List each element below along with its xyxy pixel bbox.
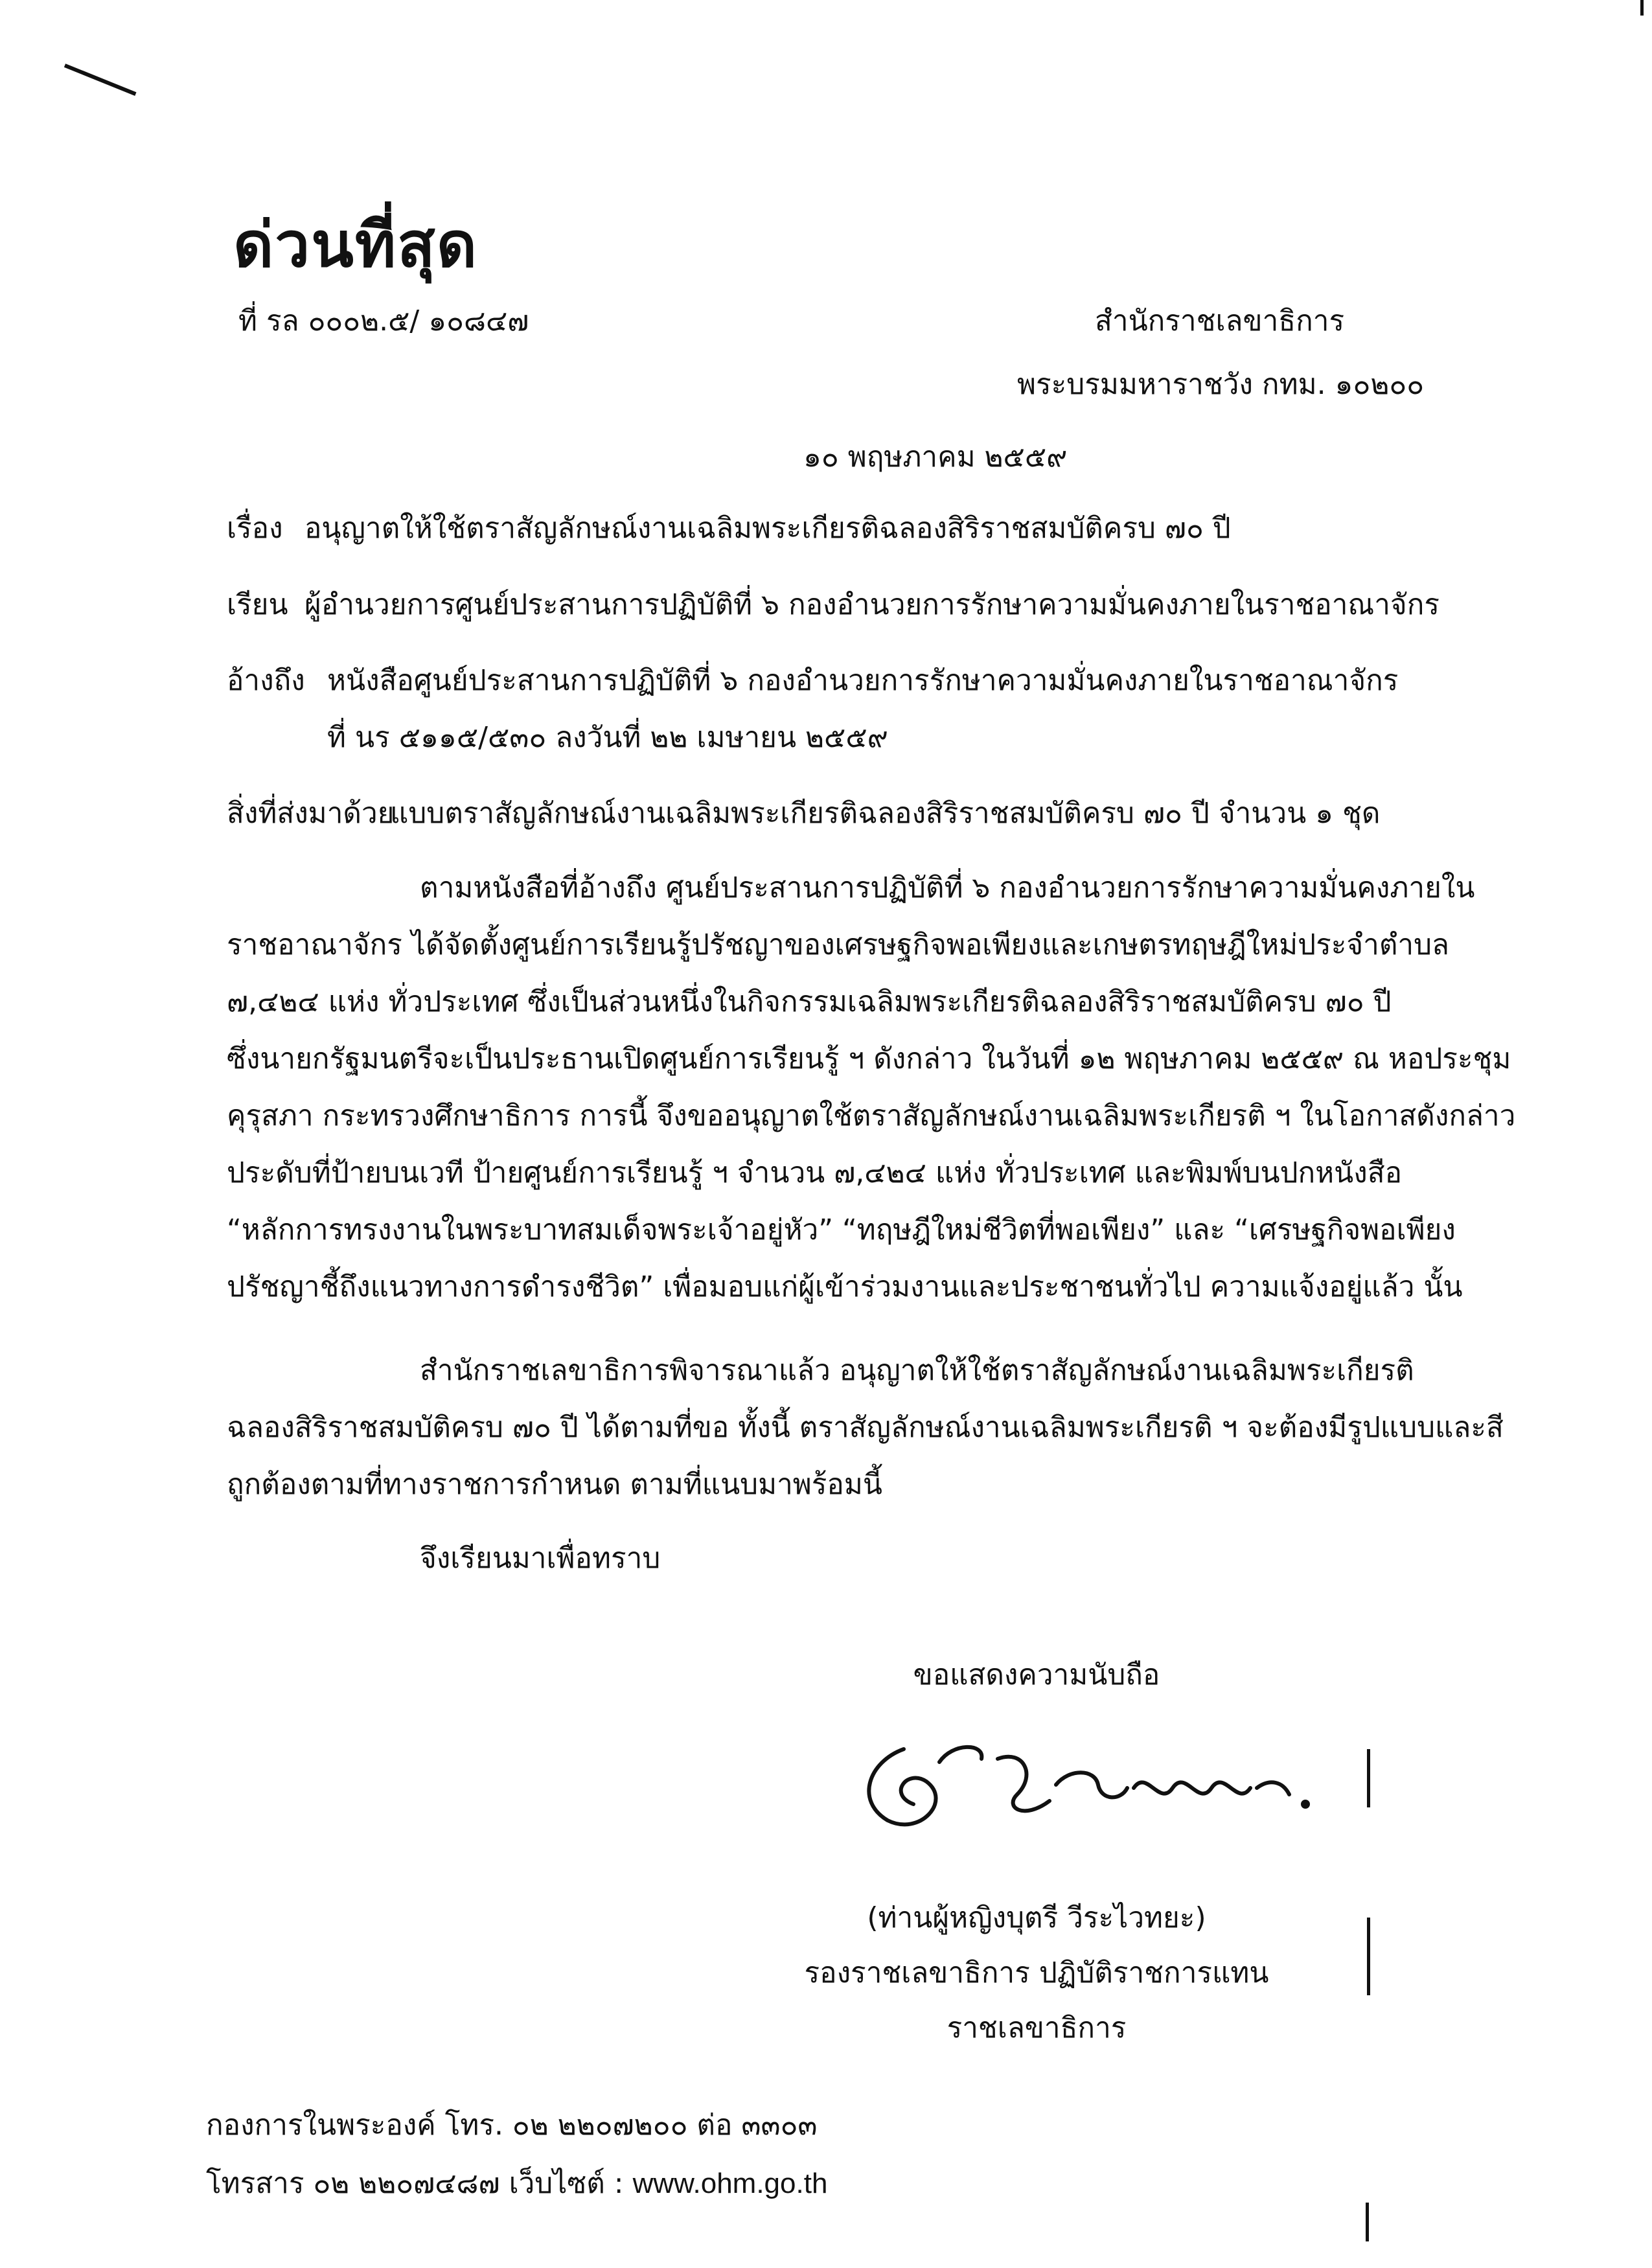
- website-link[interactable]: www.ohm.go.th: [632, 2168, 828, 2199]
- body-paragraph-1-line: ราชอาณาจักร ได้จัดตั้งศูนย์การเรียนรู้ปรัชญาของเศรษฐกิจพอเพียงและเกษตรทฤษฎีใหม่ประจำตำบล: [227, 928, 1449, 961]
- signatory-position-2: ราชเลขาธิการ: [946, 2011, 1127, 2045]
- body-paragraph-1-line: ซึ่งนายกรัฐมนตรีจะเป็นประธานเปิดศูนย์การเรียนรู้ ฯ ดังกล่าว ในวันที่ ๑๒ พฤษภาคม ๒๕๕๙ ณ หอประชุม: [227, 1042, 1511, 1075]
- urgency-heading: ด่วนที่สุด: [233, 208, 479, 281]
- reference-line-2: ที่ นร ๕๑๑๕/๕๓๐ ลงวันที่ ๒๒ เมษายน ๒๕๕๙: [327, 721, 888, 754]
- body-paragraph-1-line: ตามหนังสือที่อ้างถึง ศูนย์ประสานการปฏิบัติที่ ๖ กองอำนวยการรักษาความมั่นคงภายใน: [420, 871, 1475, 904]
- scan-edge-mark: [1367, 1918, 1370, 1995]
- enclosure-label: สิ่งที่ส่งมาด้วย: [227, 797, 395, 830]
- body-paragraph-1-line: ปรัชญาชี้ถึงแนวทางการดำรงชีวิต” เพื่อมอบแก่ผู้เข้าร่วมงานและประชาชนทั่วไป ความแจ้งอยู่แล้ว นั้น: [227, 1270, 1463, 1303]
- reference-line-1: หนังสือศูนย์ประสานการปฏิบัติที่ ๖ กองอำนวยการรักษาความมั่นคงภายในราชอาณาจักร: [327, 664, 1399, 697]
- subject-text: อนุญาตให้ใช้ตราสัญลักษณ์งานเฉลิมพระเกียรติฉลองสิริราชสมบัติครบ ๗๐ ปี: [304, 512, 1231, 545]
- body-paragraph-1-line: คุรุสภา กระทรวงศึกษาธิการ การนี้ จึงขออนุญาตใช้ตราสัญลักษณ์งานเฉลิมพระเกียรติ ฯ ในโอกาสดังกล่าว: [227, 1099, 1516, 1132]
- body-paragraph-2-line: สำนักราชเลขาธิการพิจารณาแล้ว อนุญาตให้ใช้ตราสัญลักษณ์งานเฉลิมพระเกียรติ: [420, 1354, 1414, 1387]
- reference-number: ที่ รล ๐๐๐๒.๕/ ๑๐๘๔๗: [238, 304, 529, 338]
- scan-edge-mark: [1366, 2203, 1369, 2241]
- reference-label: อ้างถึง: [227, 664, 305, 697]
- complimentary-close: ขอแสดงความนับถือ: [913, 1658, 1160, 1691]
- body-paragraph-2-line: ถูกต้องตามที่ทางราชการกำหนด ตามที่แนบมาพร้อมนี้: [227, 1468, 882, 1501]
- sender-office: สำนักราชเลขาธิการ: [1095, 304, 1345, 338]
- body-paragraph-1-line: ประดับที่ป้ายบนเวที ป้ายศูนย์การเรียนรู้ ฯ จำนวน ๗,๔๒๔ แห่ง ทั่วประเทศ และพิมพ์บนปกหนังสือ: [227, 1156, 1402, 1189]
- footer-department-phone: กองการในพระองค์ โทร. ๐๒ ๒๒๐๗๒๐๐ ต่อ ๓๓๐๓: [206, 2109, 818, 2142]
- signatory-name: (ท่านผู้หญิงบุตรี วีระไวทยะ): [867, 1901, 1206, 1934]
- letter-date: ๑๐ พฤษภาคม ๒๕๕๙: [803, 441, 1068, 474]
- signatory-position-1: รองราชเลขาธิการ ปฏิบัติราชการแทน: [804, 1956, 1269, 1989]
- sender-address: พระบรมมหาราชวัง กทม. ๑๐๒๐๐: [1017, 368, 1425, 401]
- to-label: เรียน: [227, 588, 288, 621]
- footer-fax-website: [206, 2167, 827, 2201]
- to-text: ผู้อำนวยการศูนย์ประสานการปฏิบัติที่ ๖ กองอำนวยการรักษาความมั่นคงภายในราชอาณาจักร: [304, 588, 1440, 621]
- subject-label: เรื่อง: [227, 512, 283, 545]
- body-paragraph-1-line: ๗,๔๒๔ แห่ง ทั่วประเทศ ซึ่งเป็นส่วนหนึ่งในกิจกรรมเฉลิมพระเกียรติฉลองสิริราชสมบัติครบ ๗๐ ปี: [227, 985, 1392, 1018]
- scan-edge-mark: [1367, 1749, 1370, 1807]
- scan-stroke-top-left: [64, 63, 137, 96]
- enclosure-text: แบบตราสัญลักษณ์งานเฉลิมพระเกียรติฉลองสิริราชสมบัติครบ ๗๐ ปี จำนวน ๑ ชุด: [390, 797, 1381, 830]
- footer-fax: โทรสาร ๐๒ ๒๒๐๗๔๘๗ เว็บไซต์ :: [206, 2167, 633, 2200]
- scan-edge-right: [1640, 0, 1644, 16]
- body-paragraph-1-line: “หลักการทรงงานในพระบาทสมเด็จพระเจ้าอยู่หัว” “ทฤษฎีใหม่ชีวิตที่พอเพียง” และ “เศรษฐกิจพอเพียง: [227, 1213, 1456, 1246]
- closing-line: จึงเรียนมาเพื่อทราบ: [420, 1542, 661, 1575]
- body-paragraph-2-line: ฉลองสิริราชสมบัติครบ ๗๐ ปี ได้ตามที่ขอ ทั้งนี้ ตราสัญลักษณ์งานเฉลิมพระเกียรติ ฯ จะต้องมีรูปแบบและสี: [227, 1411, 1504, 1444]
- handwritten-signature: [842, 1723, 1335, 1853]
